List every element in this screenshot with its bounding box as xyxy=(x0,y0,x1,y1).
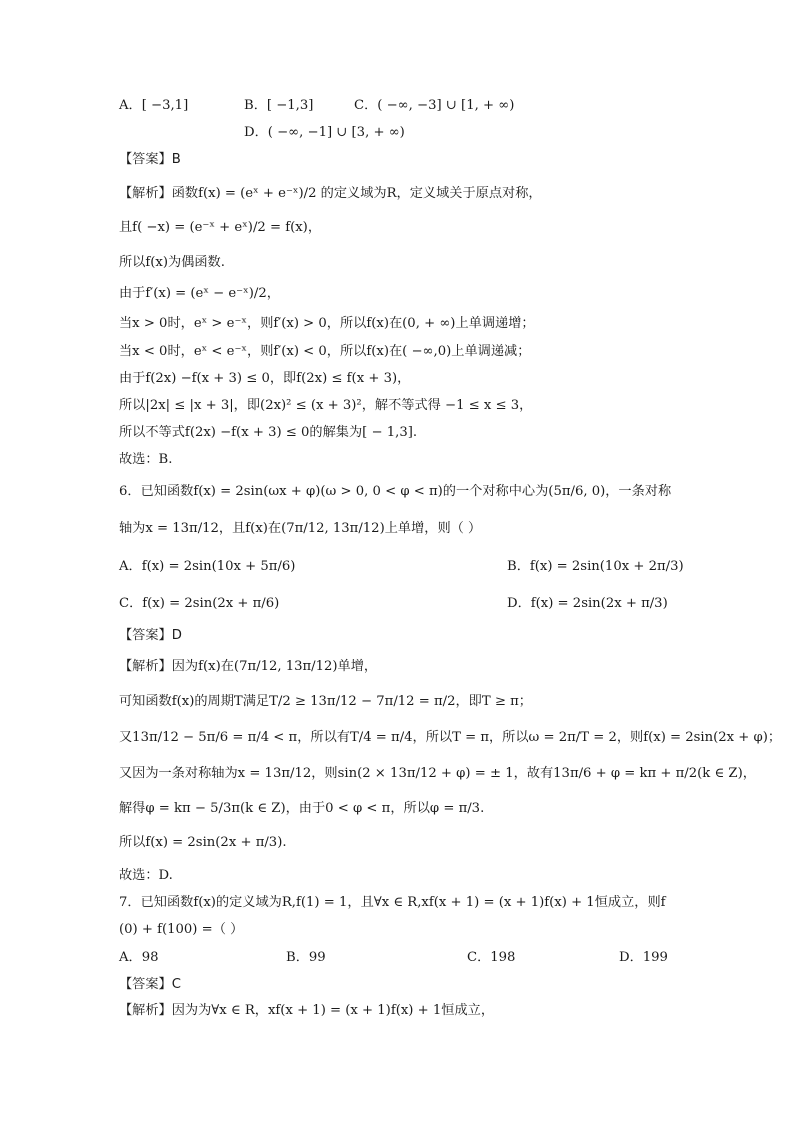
q7-option-b: B．99 xyxy=(286,950,326,965)
q6-option-b: B．f(x) = 2sin(10x + 2π/3) xyxy=(507,559,684,574)
q7-option-c: C．198 xyxy=(467,950,516,965)
q5-option-b: B．[ −1,3] xyxy=(244,98,314,113)
q5-analysis-line: 由于f(2x) −f(x + 3) ≤ 0，即f(2x) ≤ f(x + 3)， xyxy=(119,371,411,386)
q6-analysis-line: 又因为一条对称轴为x = 13π/12，则sin(2 × 13π/12 + φ) = ± 1，故有13π/6 + φ = kπ + π/2(k ∈ Z)， xyxy=(119,766,756,781)
q5-option-c: C．( −∞, −3] ∪ [1, + ∞) xyxy=(354,98,515,113)
q5-option-d: D．( −∞, −1] ∪ [3, + ∞) xyxy=(244,125,405,140)
q7-stem-line: 7．已知函数f(x)的定义域为R,f(1) = 1，且∀x ∈ R,xf(x + 1) = (x + 1)f(x) + 1恒成立，则f xyxy=(119,895,666,910)
q7-stem-line: (0) + f(100) =（ ） xyxy=(119,922,244,937)
q5-analysis-line: 由于f′(x) = (eˣ − e⁻ˣ)/2， xyxy=(119,286,280,301)
q7-analysis-line: 【解析】因为为∀x ∈ R，xf(x + 1) = (x + 1)f(x) + 1恒成立， xyxy=(119,1003,495,1018)
q6-option-c: C．f(x) = 2sin(2x + π/6) xyxy=(119,596,280,611)
q6-analysis-line: 解得φ = kπ − 5/3π(k ∈ Z)，由于0 < φ < π，所以φ = π/3. xyxy=(119,801,485,816)
q5-analysis-line: 所以不等式f(2x) −f(x + 3) ≤ 0的解集为[ − 1,3]. xyxy=(119,425,418,440)
q5-analysis-line: 所以|2x| ≤ |x + 3|，即(2x)² ≤ (x + 3)²，解不等式得 −1 ≤ x ≤ 3， xyxy=(119,398,533,413)
q5-option-a: A．[ −3,1] xyxy=(119,98,189,113)
q7-option-d: D．199 xyxy=(619,950,668,965)
q6-analysis-line: 所以f(x) = 2sin(2x + π/3). xyxy=(119,835,287,850)
q6-option-a: A．f(x) = 2sin(10x + 5π/6) xyxy=(119,559,296,574)
q7-answer: 【答案】C xyxy=(119,977,181,992)
q5-analysis-line: 所以f(x)为偶函数. xyxy=(119,255,225,270)
q6-analysis-line: 故选：D. xyxy=(119,868,173,883)
q5-analysis-line: 当x < 0时，eˣ < e⁻ˣ，则f′(x) < 0，所以f(x)在( −∞,0)上单调递减； xyxy=(119,344,531,359)
q7-option-a: A．98 xyxy=(119,950,159,965)
q6-stem-line: 6．已知函数f(x) = 2sin(ωx + φ)(ω > 0, 0 < φ < π)的一个对称中心为(5π/6, 0)，一条对称 xyxy=(119,484,672,499)
q5-analysis-line: 故选：B. xyxy=(119,452,173,467)
q6-analysis-line: 【解析】因为f(x)在(7π/12, 13π/12)单增， xyxy=(119,659,378,674)
q6-analysis-line: 可知函数f(x)的周期T满足T/2 ≥ 13π/12 − 7π/12 = π/2，即T ≥ π； xyxy=(119,694,532,709)
q6-stem-line: 轴为x = 13π/12，且f(x)在(7π/12, 13π/12)上单增，则（ ） xyxy=(119,521,482,536)
q6-answer: 【答案】D xyxy=(119,628,182,643)
q6-option-d: D．f(x) = 2sin(2x + π/3) xyxy=(507,596,668,611)
q5-analysis-line: 【解析】函数f(x) = (eˣ + e⁻ˣ)/2 的定义域为R，定义域关于原点对称， xyxy=(119,186,542,201)
q5-analysis-line: 且f( −x) = (e⁻ˣ + eˣ)/2 = f(x)， xyxy=(119,220,322,235)
q5-answer: 【答案】B xyxy=(119,152,181,167)
q5-analysis-line: 当x > 0时，eˣ > e⁻ˣ，则f′(x) > 0，所以f(x)在(0, + ∞)上单调递增； xyxy=(119,316,535,331)
q6-analysis-line: 又13π/12 − 5π/6 = π/4 < π，所以有T/4 = π/4，所以T = π，所以ω = 2π/T = 2，则f(x) = 2sin(2x + φ)； xyxy=(119,730,782,745)
